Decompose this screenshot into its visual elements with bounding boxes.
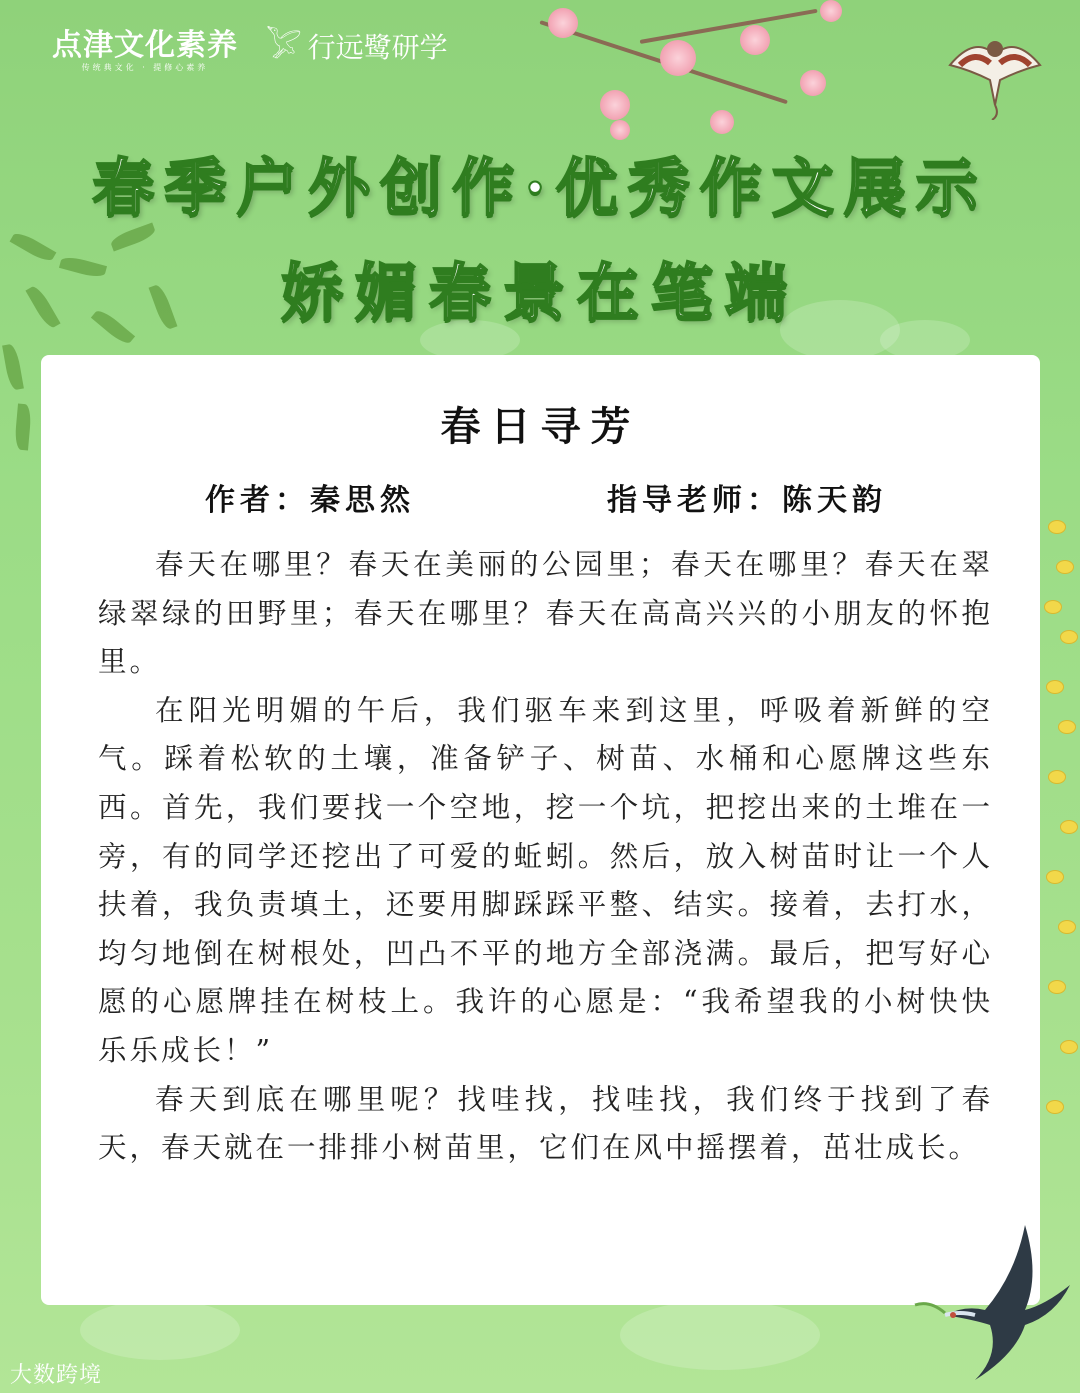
cloud-shape [80, 1300, 240, 1360]
flower-icon [1046, 1100, 1064, 1114]
essay-paragraph: 春天到底在哪里呢？找哇找，找哇找，我们终于找到了春天，春天就在一排排小树苗里，它们在风中摇摆着，茁壮成长。 [98, 1082, 993, 1165]
brand-logo-primary [52, 30, 238, 74]
page-title: 春季户外创作·优秀作文展示 [92, 151, 988, 224]
essay-paragraph: 在阳光明媚的午后，我们驱车来到这里，呼吸着新鲜的空气。踩着松软的土壤，准备铲子、树苗、水桶和心愿牌这些东西。首先，我们要找一个空地，挖一个坑，把挖出来的土堆在一旁，有的同学还挖出了可爱的蚯蚓。然后，放入树苗时让一个人扶着，我负责填土，还要用脚踩踩平整、结实。接着，去打水，均匀地倒在树根处，凹凸不平的地方全部浇满。最后，把写好心愿的心愿牌挂在树枝上。我许的心愿是：“我希望我的小树快快乐乐成长！” [98, 693, 993, 1067]
leaf-icon [14, 403, 32, 450]
brand-logo-primary-text: 点津文化素养 [52, 28, 238, 63]
blossom-icon [710, 110, 734, 134]
flower-icon [1048, 520, 1066, 534]
flower-icon [1058, 920, 1076, 934]
essay-body [98, 541, 993, 1173]
leaf-icon [2, 343, 24, 391]
flower-icon [1060, 1040, 1078, 1054]
essay-card [41, 355, 1040, 1305]
flower-icon [1060, 820, 1078, 834]
page-subtitle: 娇媚春景在笔端 [280, 256, 799, 329]
swallow-icon [905, 1215, 1075, 1385]
essay-teacher: 指导老师：陈天韵 [607, 483, 887, 518]
essay-paragraph: 春天在哪里？春天在美丽的公园里；春天在哪里？春天在翠绿翠绿的田野里；春天在哪里？春天在高高兴兴的小朋友的怀抱里。 [98, 548, 993, 679]
flower-icon [1056, 560, 1074, 574]
kite-icon [940, 25, 1050, 120]
flower-icon [1048, 980, 1066, 994]
heron-icon: 𓅯 [266, 30, 302, 65]
blossom-icon [600, 90, 630, 120]
brand-logo-primary-tagline: 传统典文化 · 提修心素养 [81, 63, 209, 72]
blossom-icon [740, 25, 770, 55]
flower-icon [1060, 630, 1078, 644]
blossom-icon [820, 0, 842, 22]
branch-shape [640, 9, 818, 44]
flower-icon [1046, 870, 1064, 884]
header-logos [52, 30, 448, 80]
cloud-shape [620, 1300, 820, 1370]
flower-icon [1046, 680, 1064, 694]
blossom-icon [548, 8, 578, 38]
flower-icon [1058, 720, 1076, 734]
flower-icon [1048, 770, 1066, 784]
blossom-icon [800, 70, 826, 96]
brand-logo-secondary [266, 30, 448, 66]
brand-logo-secondary-text: 行远鹭研学 [307, 31, 448, 64]
flower-icon [1044, 600, 1062, 614]
watermark-text: 大数跨境 [10, 1363, 103, 1388]
essay-author: 作者：秦思然 [205, 483, 415, 518]
blossom-icon [660, 40, 696, 76]
blossom-icon [610, 120, 630, 140]
essay-title: 春日寻芳 [440, 403, 641, 450]
